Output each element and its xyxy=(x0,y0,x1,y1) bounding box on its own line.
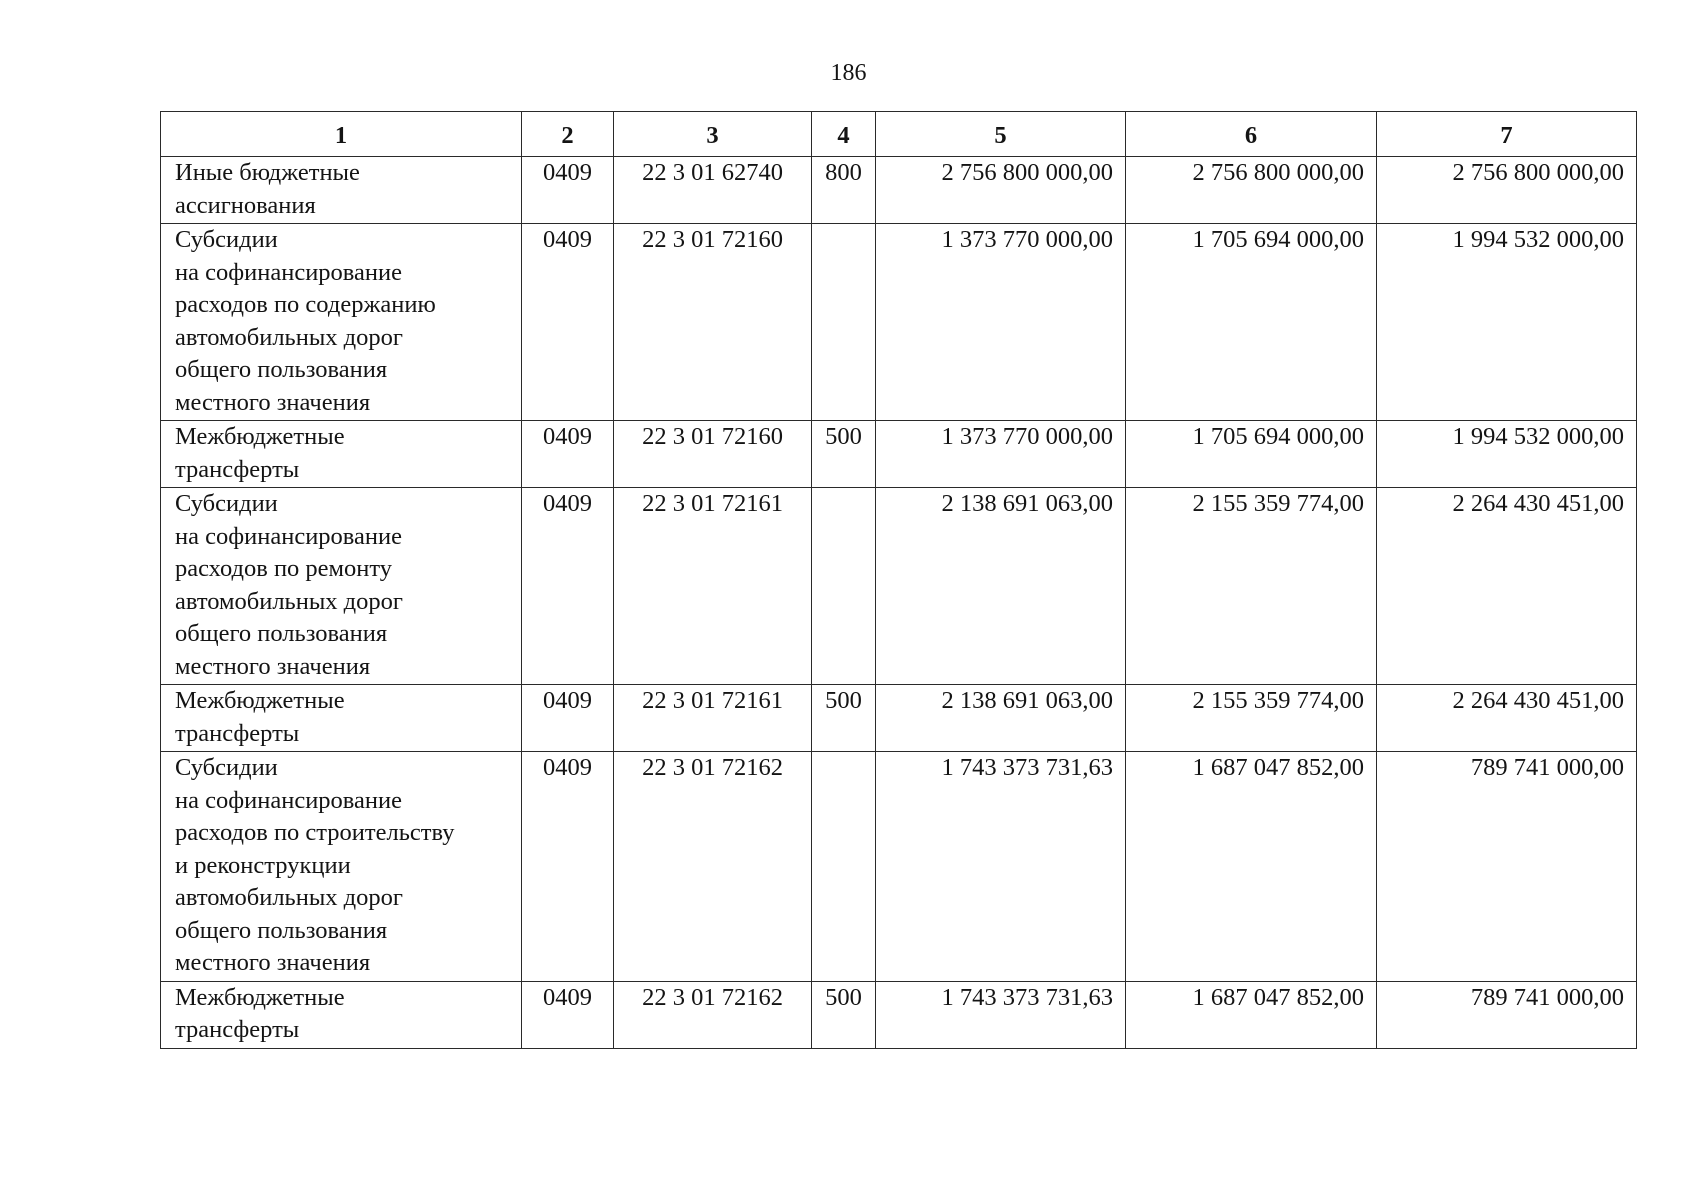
table-row xyxy=(161,421,1637,488)
amount-col7-cell: 1 994 532 000,00 xyxy=(1377,421,1637,488)
section-code-cell: 0409 xyxy=(522,488,614,685)
amount-col5-cell: 1 373 770 000,00 xyxy=(876,421,1126,488)
expense-name-line: Субсидии xyxy=(175,226,278,253)
expense-name-line: Межбюджетные xyxy=(175,423,345,450)
section-code-cell: 0409 xyxy=(522,224,614,421)
expense-name-line: автомобильных дорог xyxy=(175,323,403,351)
section-code-cell: 0409 xyxy=(522,981,614,1048)
expense-name-line: общего пользования xyxy=(175,916,388,944)
expense-name-line: трансферты xyxy=(175,719,300,747)
amount-col5-cell: 1 743 373 731,63 xyxy=(876,981,1126,1048)
target-article-cell: 22 3 01 72162 xyxy=(614,752,812,982)
expense-type-cell xyxy=(812,488,876,685)
expense-name-line: расходов по ремонту xyxy=(175,555,393,582)
target-article-cell: 22 3 01 72160 xyxy=(614,224,812,421)
expense-type-cell: 800 xyxy=(812,157,876,224)
expense-name-line: автомобильных дорог xyxy=(175,587,403,615)
table-row xyxy=(161,157,1637,224)
expense-name-line: ассигнования xyxy=(175,191,316,219)
table-row xyxy=(161,752,1637,982)
expense-name-line: Иные бюджетные xyxy=(175,159,360,186)
expense-name-line: расходов по строительству xyxy=(175,819,455,846)
budget-table xyxy=(160,111,1637,1049)
amount-col6-cell: 2 756 800 000,00 xyxy=(1126,157,1377,224)
expense-name-line: трансферты xyxy=(175,1016,300,1043)
expense-name-line: Межбюджетные xyxy=(175,983,345,1011)
amount-col6-cell: 1 687 047 852,00 xyxy=(1126,752,1377,982)
expense-name-line: Межбюджетные xyxy=(175,687,345,714)
expense-name-cell xyxy=(161,685,522,752)
expense-type-cell xyxy=(812,224,876,421)
expense-name-cell xyxy=(161,981,522,1048)
expense-name-line: местного значения xyxy=(175,652,371,680)
expense-name-line: местного значения xyxy=(175,949,371,976)
column-header-7: 7 xyxy=(1377,112,1637,157)
expense-name-line: и реконструкции xyxy=(175,851,351,879)
target-article-cell: 22 3 01 72160 xyxy=(614,421,812,488)
expense-name-line: Субсидии xyxy=(175,490,278,517)
expense-name-line: Субсидии xyxy=(175,754,278,781)
expense-type-cell xyxy=(812,752,876,982)
amount-col6-cell: 1 705 694 000,00 xyxy=(1126,224,1377,421)
amount-col6-cell: 1 705 694 000,00 xyxy=(1126,421,1377,488)
expense-type-cell: 500 xyxy=(812,981,876,1048)
amount-col5-cell: 2 756 800 000,00 xyxy=(876,157,1126,224)
expense-name-cell xyxy=(161,421,522,488)
amount-col6-cell: 1 687 047 852,00 xyxy=(1126,981,1377,1048)
target-article-cell: 22 3 01 72161 xyxy=(614,685,812,752)
expense-type-cell: 500 xyxy=(812,421,876,488)
column-header-2: 2 xyxy=(522,112,614,157)
expense-name-cell xyxy=(161,488,522,685)
expense-name-line: автомобильных дорог xyxy=(175,884,403,911)
amount-col7-cell: 2 264 430 451,00 xyxy=(1377,685,1637,752)
column-header-6: 6 xyxy=(1126,112,1377,157)
expense-name-line: на софинансирование xyxy=(175,786,403,814)
column-header-4: 4 xyxy=(812,112,876,157)
amount-col7-cell: 2 264 430 451,00 xyxy=(1377,488,1637,685)
amount-col6-cell: 2 155 359 774,00 xyxy=(1126,685,1377,752)
target-article-cell: 22 3 01 62740 xyxy=(614,157,812,224)
section-code-cell: 0409 xyxy=(522,157,614,224)
expense-type-cell: 500 xyxy=(812,685,876,752)
amount-col7-cell: 789 741 000,00 xyxy=(1377,981,1637,1048)
amount-col6-cell: 2 155 359 774,00 xyxy=(1126,488,1377,685)
table-row xyxy=(161,685,1637,752)
expense-name-line: трансферты xyxy=(175,455,300,483)
target-article-cell: 22 3 01 72162 xyxy=(614,981,812,1048)
table-header-row xyxy=(161,112,1637,157)
expense-name-line: на софинансирование xyxy=(175,258,403,286)
expense-name-line: общего пользования xyxy=(175,356,388,383)
expense-name-line: общего пользования xyxy=(175,620,388,647)
page-number: 186 xyxy=(830,60,867,86)
table-body xyxy=(161,157,1637,1049)
section-code-cell: 0409 xyxy=(522,685,614,752)
amount-col5-cell: 1 373 770 000,00 xyxy=(876,224,1126,421)
column-header-3: 3 xyxy=(614,112,812,157)
target-article-cell: 22 3 01 72161 xyxy=(614,488,812,685)
section-code-cell: 0409 xyxy=(522,752,614,982)
expense-name-cell xyxy=(161,224,522,421)
amount-col5-cell: 2 138 691 063,00 xyxy=(876,488,1126,685)
table-row xyxy=(161,224,1637,421)
expense-name-cell xyxy=(161,752,522,982)
amount-col7-cell: 1 994 532 000,00 xyxy=(1377,224,1637,421)
expense-name-line: на софинансирование xyxy=(175,522,403,550)
table-row xyxy=(161,488,1637,685)
amount-col5-cell: 2 138 691 063,00 xyxy=(876,685,1126,752)
expense-name-line: расходов по содержанию xyxy=(175,291,436,318)
amount-col7-cell: 2 756 800 000,00 xyxy=(1377,157,1637,224)
expense-name-line: местного значения xyxy=(175,388,371,416)
table-row xyxy=(161,981,1637,1048)
column-header-5: 5 xyxy=(876,112,1126,157)
amount-col5-cell: 1 743 373 731,63 xyxy=(876,752,1126,982)
section-code-cell: 0409 xyxy=(522,421,614,488)
amount-col7-cell: 789 741 000,00 xyxy=(1377,752,1637,982)
expense-name-cell xyxy=(161,157,522,224)
column-header-1: 1 xyxy=(161,112,522,157)
